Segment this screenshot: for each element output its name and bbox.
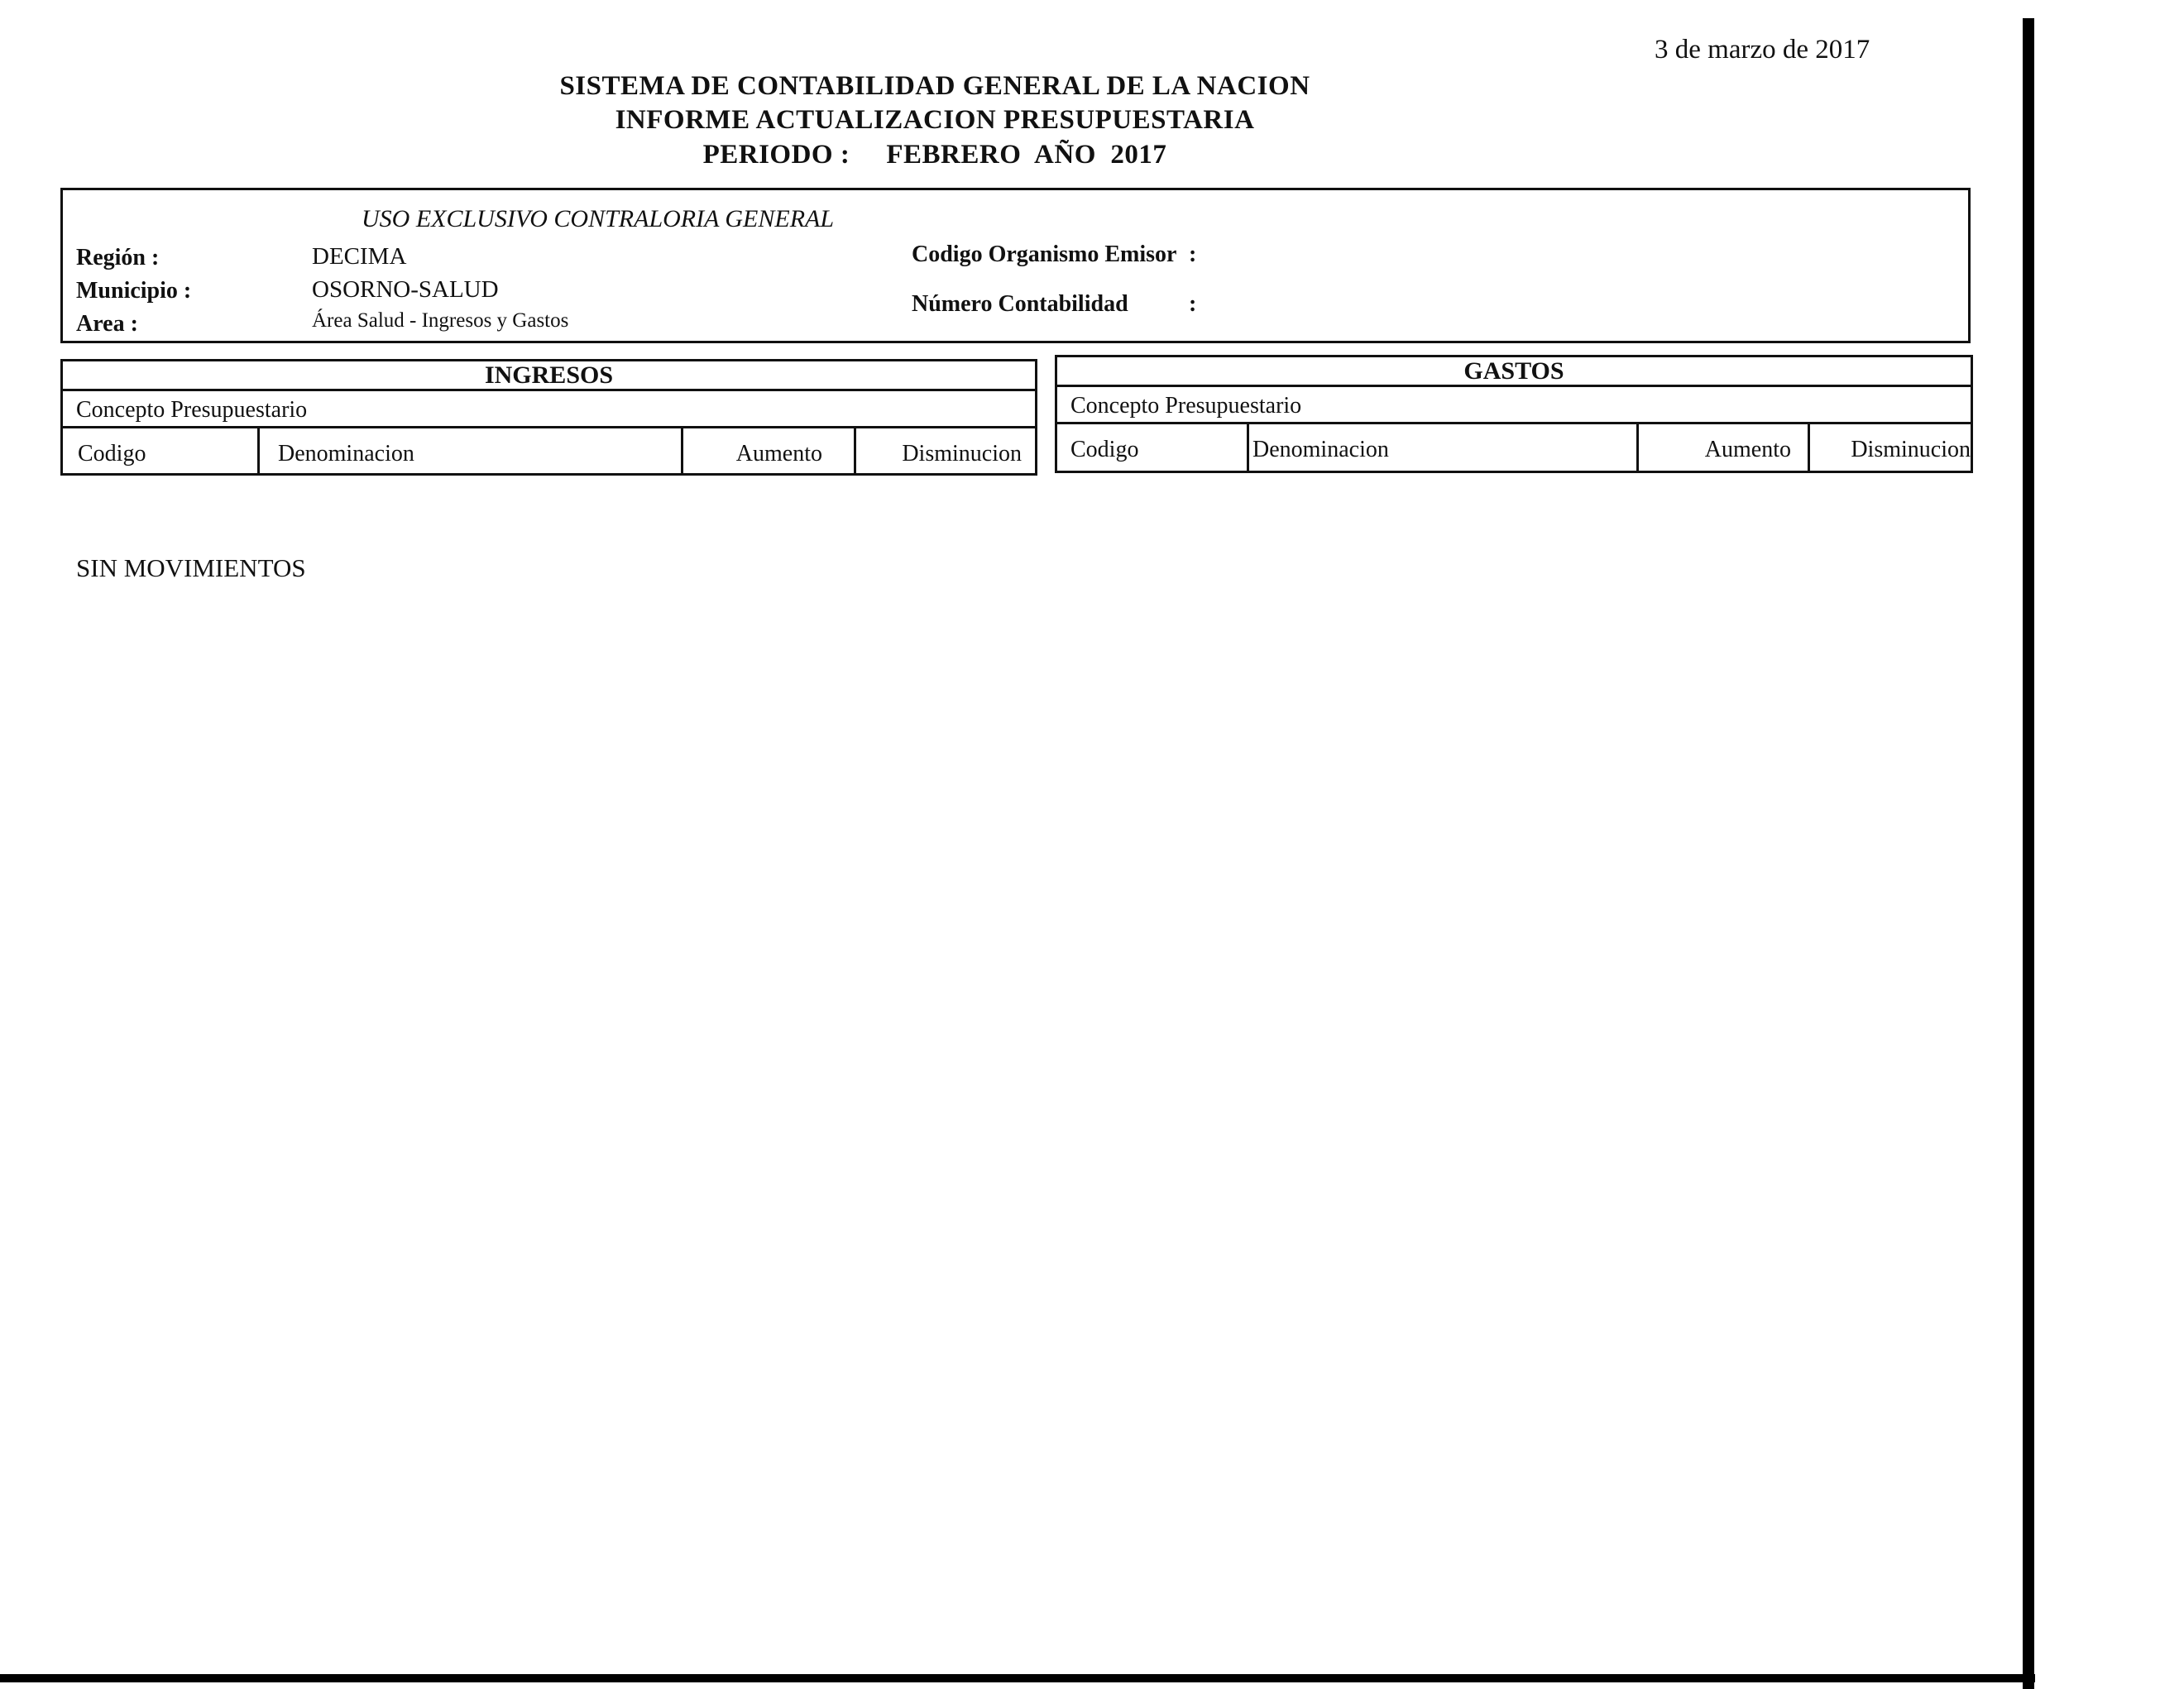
- ingresos-col-disminucion: Disminucion: [854, 428, 1035, 473]
- municipio-label: Municipio :: [76, 278, 192, 304]
- ingresos-col-codigo: Codigo: [78, 441, 146, 467]
- ingresos-concepto: Concepto Presupuestario: [63, 391, 1035, 428]
- scan-edge-right: [2023, 18, 2034, 1689]
- gastos-col-disminucion: Disminucion: [1808, 424, 1971, 471]
- period-label: PERIODO :: [702, 140, 850, 170]
- gastos-col-codigo: Codigo: [1070, 437, 1139, 462]
- period-value: FEBRERO AÑO 2017: [886, 140, 1167, 170]
- municipio-value: OSORNO-SALUD: [312, 276, 499, 303]
- gastos-col-aumento: Aumento: [1636, 424, 1808, 471]
- codigo-organismo-label: Codigo Organismo Emisor: [912, 242, 1177, 267]
- ingresos-col-aumento: Aumento: [681, 428, 854, 473]
- gastos-title: GASTOS: [1057, 357, 1971, 387]
- sin-movimientos-text: SIN MOVIMIENTOS: [76, 553, 306, 582]
- gastos-column-headers: [1057, 424, 1971, 471]
- ingresos-col-denominacion: Denominacion: [257, 428, 681, 473]
- numero-contabilidad-colon: :: [1189, 291, 1197, 317]
- report-title-informe: INFORME ACTUALIZACION PRESUPUESTARIA: [615, 105, 1255, 135]
- area-label: Area :: [76, 311, 138, 337]
- report-period: [0, 140, 1870, 170]
- gastos-table: [1055, 355, 1973, 473]
- gastos-col-denominacion: Denominacion: [1247, 424, 1636, 471]
- region-label: Región :: [76, 245, 160, 270]
- report-title-system: SISTEMA DE CONTABILIDAD GENERAL DE LA NACION: [559, 71, 1310, 101]
- numero-contabilidad-label: Número Contabilidad: [912, 291, 1128, 317]
- ingresos-column-headers: [63, 428, 1035, 473]
- codigo-organismo-colon: :: [1189, 242, 1197, 267]
- gastos-concepto: Concepto Presupuestario: [1057, 387, 1971, 424]
- area-value: Área Salud - Ingresos y Gastos: [312, 309, 569, 332]
- region-value: DECIMA: [312, 243, 407, 270]
- scan-edge-bottom: [0, 1674, 2035, 1682]
- uso-exclusivo-label: USO EXCLUSIVO CONTRALORIA GENERAL: [362, 205, 835, 232]
- report-date: 3 de marzo de 2017: [1655, 35, 1870, 65]
- ingresos-table: [60, 359, 1037, 476]
- ingresos-title: INGRESOS: [63, 361, 1035, 391]
